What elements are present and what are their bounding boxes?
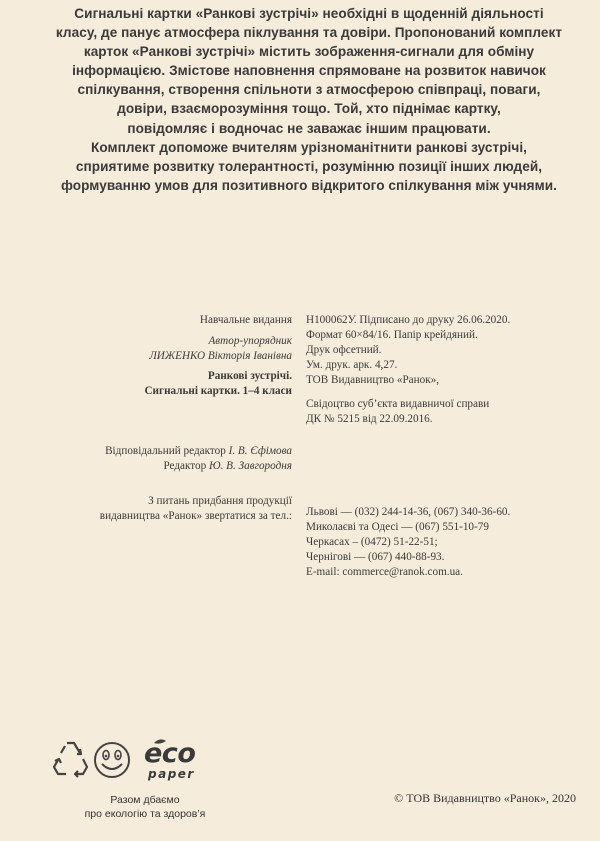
print-sheets-line: Ум. друк. арк. 4,27. (306, 359, 398, 371)
contact-prompt (60, 494, 292, 524)
contact-cherkasy: Черкасах – (0472) 51-22-51; (306, 536, 438, 548)
intro-line: Сигнальні картки «Ранкові зустрічі» необхідні в щоденній діяльності (74, 6, 544, 21)
intro-line: спілкування, створення спільноти з атмосферою співпраці, поваги, (77, 82, 541, 98)
contact-lviv: Львові — (032) 244-14-36, (067) 340-36-60. (306, 506, 511, 518)
imprint-editors-block (60, 444, 292, 474)
print-code-line: Н100062У. Підписано до друку 26.06.2020. (306, 314, 511, 326)
copyright-notice: © ТОВ Видавництво «Ранок», 2020 (394, 791, 576, 805)
responsible-editor-name: І. В. Єфімова (228, 445, 292, 457)
publisher-line: ТОВ Видавництво «Ранок», (306, 374, 440, 386)
certificate-line1: Свідоцтво суб’єкта видавничої справи (306, 398, 490, 410)
contact-chernihiv: Чернігові — (067) 440-88-93. (306, 551, 445, 563)
intro-line: Комплект допоможе вчителям урізноманітнити ранкові зустрічі, (90, 139, 527, 155)
intro-line: довіри, взаєморозуміння тощо. Той, хто піднімає картку, (117, 101, 501, 117)
intro-line: сприятиме розвитку толерантності, розумінню позиції інших людей, (75, 158, 543, 174)
print-info-block (306, 313, 586, 427)
contact-email[interactable]: E-mail: commerce@ranok.com.ua. (306, 566, 463, 578)
intro-line: інформацією. Змістове наповнення спрямоване на розвиток навичок (72, 63, 546, 79)
eco-sub: paper (148, 767, 195, 781)
author-name: ЛИЖЕНКО Вікторія Іванівна (149, 350, 292, 362)
eco-tagline (70, 793, 220, 821)
imprint-edition-block (60, 313, 292, 399)
author-role: Автор-упорядник (208, 335, 292, 347)
eco-tagline-line1: Разом дбаємо (110, 794, 180, 806)
intro-line: повідомляє і водночас не заважає іншим працювати. (127, 120, 491, 136)
intro-line: формуванню умов для позитивного відкритого спілкування між учнями. (60, 177, 557, 193)
contact-prompt-line1: З питань придбання продукції (148, 495, 292, 507)
contact-mykolaiv-odesa: Миколаєві та Одесі — (067) 551-10-79 (306, 521, 489, 533)
responsible-editor (60, 444, 292, 459)
intro-paragraph (40, 4, 578, 195)
intro-line: класу, де панує атмосфера піклування та довіри. Пропонований комплект (55, 25, 563, 41)
responsible-editor-label: Відповідальний редактор (105, 445, 226, 457)
certificate-line2: ДК № 5215 від 22.09.2016. (306, 413, 433, 425)
editor-label: Редактор (163, 460, 207, 472)
book-title-line2: Сигнальні картки. 1–4 класи (144, 385, 292, 397)
print-type-line: Друк офсетний. (306, 344, 382, 356)
recycle-icon (54, 743, 87, 777)
contact-prompt-line2: видавництва «Ранок» звертатися за тел.: (99, 510, 292, 522)
intro-line: карток «Ранкові зустрічі» містить зображення-сигнали для обміну (83, 44, 535, 60)
print-format-line: Формат 60×84/16. Папір крейдяний. (306, 329, 478, 341)
editor-name: Ю. В. Завгородня (209, 460, 292, 472)
eco-tagline-line2: про екологію та здоров’я (84, 808, 206, 820)
book-title-line1: Ранкові зустрічі. (207, 370, 292, 382)
eco-word: eco (144, 738, 196, 769)
eco-wordmark (144, 740, 210, 780)
contacts-block (306, 505, 586, 580)
edition-type: Навчальне видання (199, 314, 292, 326)
smiley-icon (95, 743, 129, 777)
editor (60, 459, 292, 474)
